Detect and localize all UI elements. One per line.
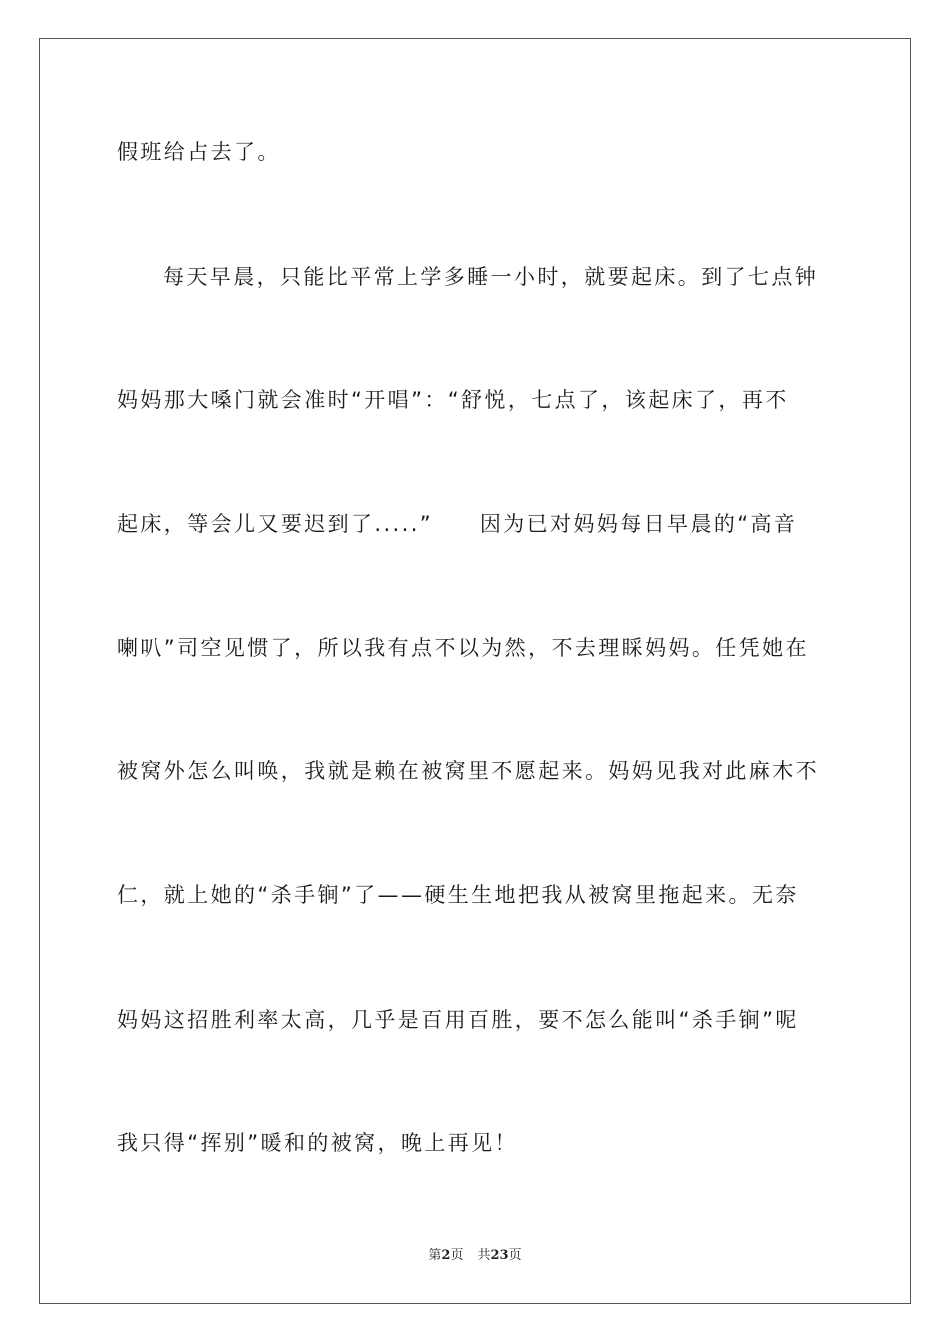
page-footer: [0, 1246, 950, 1266]
footer-total-number: 23: [490, 1248, 509, 1263]
page-border: [39, 38, 911, 1304]
footer-page-number: 2: [441, 1248, 451, 1263]
footer-total-prefix: 共: [477, 1248, 491, 1263]
footer-total-suffix: 页: [508, 1248, 522, 1263]
text-line-9: 我只得“挥别”暖和的被窝，晚上再见！: [117, 1131, 518, 1155]
text-line-2: 每天早晨，只能比平常上学多睡一小时，就要起床。到了七点钟: [163, 265, 819, 289]
footer-page-prefix: 第: [428, 1248, 442, 1263]
text-line-7: 仁，就上她的“杀手锏”了——硬生生地把我从被窝里拖起来。无奈: [117, 883, 799, 907]
text-line-8: 妈妈这招胜利率太高，几乎是百用百胜，要不怎么能叫“杀手锏”呢: [117, 1008, 799, 1032]
text-line-6: 被窝外怎么叫唤，我就是赖在被窝里不愿起来。妈妈见我对此麻木不: [117, 759, 819, 783]
text-line-5: 喇叭”司空见惯了，所以我有点不以为然，不去理睬妈妈。任凭她在: [117, 636, 809, 660]
footer-page-suffix: 页: [450, 1248, 464, 1263]
text-line-3: 妈妈那大嗓门就会准时“开唱”：“舒悦，七点了，该起床了，再不: [117, 388, 789, 412]
text-line-4: 起床，等会儿又要迟到了.....” 因为已对妈妈每日早晨的“高音: [117, 512, 798, 536]
text-line-1: 假班给占去了。: [117, 140, 281, 164]
